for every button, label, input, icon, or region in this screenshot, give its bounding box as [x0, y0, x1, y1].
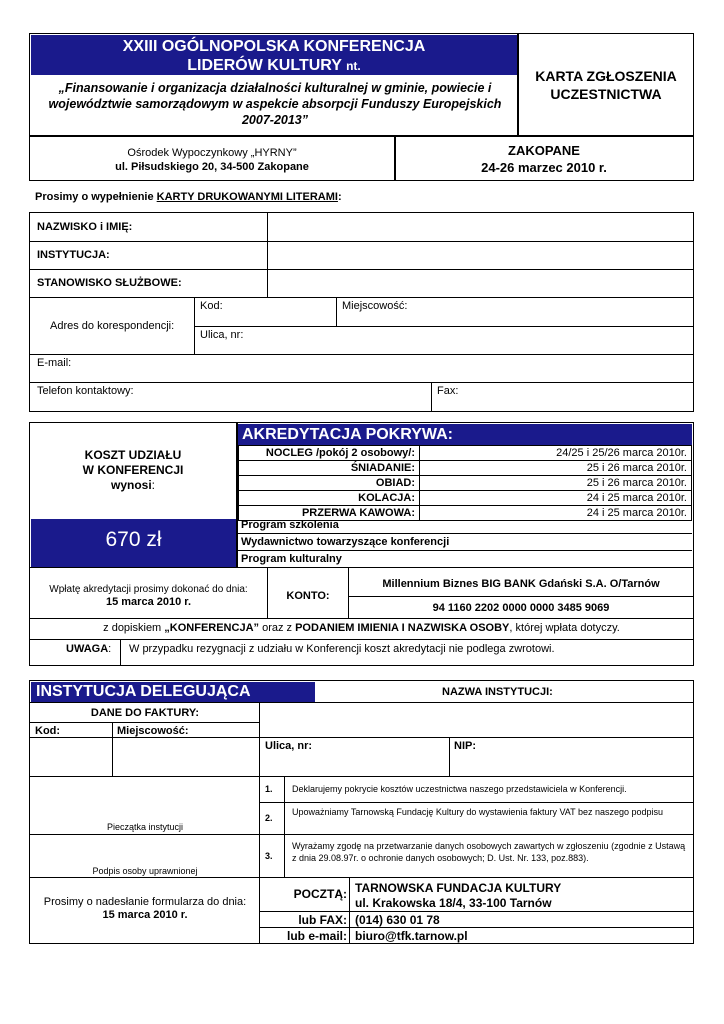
name-field[interactable] [269, 214, 692, 240]
hline [29, 297, 694, 298]
institution-label: INSTYTUCJA: [37, 249, 110, 261]
fax-value: (014) 630 01 78 [355, 913, 440, 927]
payment-deadline-text: Wpłatę akredytacji prosimy dokonać do dnia: [49, 584, 248, 595]
accreditation-item-label: OBIAD: [239, 476, 420, 491]
accreditation-item-value: 24 i 25 marca 2010r. [420, 506, 692, 521]
hline [259, 911, 694, 912]
warning-label: UWAGA [66, 643, 109, 655]
post-address [355, 881, 561, 911]
accreditation-item-label: ŚNIADANIE: [239, 461, 420, 476]
hline [29, 382, 694, 383]
hline [29, 639, 694, 640]
vline [112, 722, 113, 777]
fax-label[interactable]: Fax: [437, 385, 459, 397]
venue [31, 146, 393, 174]
hline [194, 326, 694, 327]
invoice-label: DANE DO FAKTURY: [90, 707, 200, 719]
venue-line-2: ul. Piłsudskiego 20, 34-500 Zakopane [115, 161, 309, 173]
card-title: KARTA ZGŁOSZENIA UCZESTNICTWA [535, 68, 677, 102]
email-label-inst: lub e-mail: [286, 929, 347, 943]
street-label[interactable]: Ulica, nr: [200, 329, 244, 341]
account-number: 94 1160 2202 0000 0000 3485 9069 [432, 602, 610, 614]
hline [259, 802, 694, 803]
title-line-1: XXIII OGÓLNOPOLSKA KONFERENCJA [122, 38, 426, 55]
institution-name-label: NAZWA INSTYTUCJI: [442, 686, 553, 698]
cost-label-line-1: KOSZT UDZIAŁU [84, 448, 182, 462]
inv-nip-label[interactable]: NIP: [454, 740, 476, 752]
vline [284, 776, 285, 878]
bank-name: Millennium Biznes BIG BANK Gdański S.A. O/Tarnów [382, 578, 660, 590]
instruction-suffix: : [337, 191, 342, 203]
hline [29, 877, 694, 878]
conference-title [31, 35, 517, 75]
note-p1: z dopiskiem [103, 622, 165, 634]
accreditation-item-value: 24 i 25 marca 2010r. [420, 491, 692, 506]
accreditation-item-value: 24/25 i 25/26 marca 2010r. [420, 446, 692, 461]
decl-1-num: 1. [265, 784, 273, 794]
hline [29, 241, 694, 242]
cost-amount: 670 zł [105, 528, 162, 551]
hline [348, 596, 694, 597]
venue-city-dates [396, 142, 692, 176]
send-date: 15 marca 2010 r. [102, 909, 188, 921]
send-deadline [31, 896, 259, 922]
address-label: Adres do korespondencji: [50, 320, 175, 332]
hline [31, 518, 236, 519]
accreditation-extra-item: Program szkolenia [238, 517, 692, 534]
hline [29, 702, 694, 703]
note-p3: , której wpłata dotyczy. [509, 622, 620, 634]
decl-2-text: Upoważniamy Tarnowską Fundację Kultury do wystawienia faktury VAT bez naszego podpisu [292, 807, 664, 817]
vline [120, 639, 121, 666]
title-suffix: nt. [346, 59, 361, 73]
payment-deadline-date: 15 marca 2010 r. [105, 596, 192, 608]
vline [349, 877, 350, 944]
accreditation-item-label: KOLACJA: [239, 491, 420, 506]
inv-street-label[interactable]: Ulica, nr: [265, 740, 313, 752]
accreditation-item-label: PRZERWA KAWOWA: [239, 506, 420, 521]
warning-text: W przypadku rezygnacji z udziału w Konferencji koszt akredytacji nie podlega zwrotowi. [129, 643, 555, 655]
account-label: KONTO: [286, 590, 330, 602]
cost-label-line-3: wynosi [110, 478, 152, 492]
header-hdivider [29, 135, 694, 137]
accreditation-item-value: 25 i 26 marca 2010r. [420, 461, 692, 476]
hline [259, 927, 694, 928]
city-label[interactable]: Miejscowość: [342, 300, 408, 312]
payment-deadline [31, 583, 266, 609]
hline [29, 722, 259, 723]
note-b2: PODANIEM IMIENIA I NAZWISKA OSOBY [295, 622, 510, 634]
note-p2: oraz z [259, 622, 296, 634]
inv-code-label[interactable]: Kod: [35, 725, 61, 737]
city: ZAKOPANE [508, 143, 580, 158]
warning-colon: : [108, 643, 112, 655]
accreditation-row [239, 476, 692, 491]
hline [29, 618, 694, 619]
position-label: STANOWISKO SŁUŻBOWE: [37, 277, 182, 289]
extras [238, 517, 692, 567]
stamp-label: Pieczątka instytucji [106, 822, 184, 832]
instruction [35, 191, 342, 203]
decl-1-text: Deklarujemy pokrycie kosztów uczestnictwa naszego przedstawiciela w Konferencji. [292, 784, 627, 794]
phone-label[interactable]: Telefon kontaktowy: [37, 385, 134, 397]
note-b1: „KONFERENCJA” [164, 622, 260, 634]
cost-label-colon: : [151, 478, 156, 492]
cost-label [31, 448, 235, 493]
vline [194, 297, 195, 355]
accreditation-row [239, 461, 692, 476]
institution-header: INSTYTUCJA DELEGUJĄCA [31, 682, 315, 702]
title-line-2: LIDERÓW KULTURY [187, 57, 342, 74]
hline [29, 354, 694, 355]
signature-label: Podpis osoby uprawnionej [92, 866, 198, 876]
hline [29, 567, 694, 568]
vline [449, 737, 450, 777]
decl-2-num: 2. [265, 813, 273, 823]
warning-label-wrap [66, 643, 111, 655]
hline [29, 776, 694, 777]
accreditation-row [239, 491, 692, 506]
decl-3-text: Wyrażamy zgodę na przetwarzanie danych osobowych zawartych w zgłoszeniu (zgodnie z Ustawą z dnia 29.08.97r. o ochronie danych osobowych; D. Ust. Nr. 133, poz.883). [292, 841, 686, 863]
accreditation-item-value: 25 i 26 marca 2010r. [420, 476, 692, 491]
hline [29, 834, 694, 835]
institution-field[interactable] [269, 243, 692, 268]
accreditation-extra-item: Wydawnictwo towarzyszące konferencji [238, 534, 692, 551]
code-label[interactable]: Kod: [200, 300, 223, 312]
payment-note [31, 622, 692, 634]
accreditation-header: AKREDYTACJA POKRYWA: [238, 424, 692, 445]
hline [29, 737, 694, 738]
send-text: Prosimy o nadesłanie formularza do dnia: [43, 896, 247, 908]
post-label: POCZTĄ: [293, 887, 347, 901]
accreditation-table [238, 445, 692, 521]
post-line-1: TARNOWSKA FUNDACJA KULTURY [355, 881, 562, 895]
vline [431, 382, 432, 412]
position-field[interactable] [269, 271, 692, 296]
email-label[interactable]: E-mail: [37, 357, 72, 369]
dates: 24-26 marzec 2010 r. [481, 160, 607, 175]
accreditation-item-label: NOCLEG /pokój 2 osobowy/: [239, 446, 420, 461]
cost-label-line-3-wrap [31, 478, 235, 493]
header-vdivider [517, 34, 519, 136]
title-line-2-wrap [31, 56, 517, 76]
vline [348, 567, 349, 618]
conference-subtitle: „Finansowanie i organizacja działalności kulturalnej w gminie, powiecie i województwie samorządowym w aspekcie absorpcji Funduszy Europejskich 2007-2013” [48, 81, 502, 127]
decl-3-num: 3. [265, 851, 273, 861]
vline [259, 702, 260, 944]
accreditation-extra-item: Program kulturalny [241, 553, 342, 565]
post-line-2: ul. Krakowska 18/4, 33-100 Tarnów [355, 896, 552, 910]
inv-city-label[interactable]: Miejscowość: [117, 725, 189, 737]
hline [29, 269, 694, 270]
institution-name-field[interactable] [261, 704, 692, 736]
cost-label-line-2: W KONFERENCJI [82, 463, 184, 477]
instruction-prefix: Prosimy o wypełnienie [35, 191, 157, 203]
vline [267, 212, 268, 298]
accreditation-row [239, 446, 692, 461]
email-value[interactable]: biuro@tfk.tarnow.pl [355, 929, 468, 943]
vline [336, 297, 337, 327]
instruction-underlined: KARTY DRUKOWANYMI LITERAMI [156, 191, 338, 203]
venue-line-1: Ośrodek Wypoczynkowy „HYRNY” [127, 147, 297, 159]
fax-label-inst: lub FAX: [298, 913, 347, 927]
name-label: NAZWISKO i IMIĘ: [37, 221, 133, 233]
